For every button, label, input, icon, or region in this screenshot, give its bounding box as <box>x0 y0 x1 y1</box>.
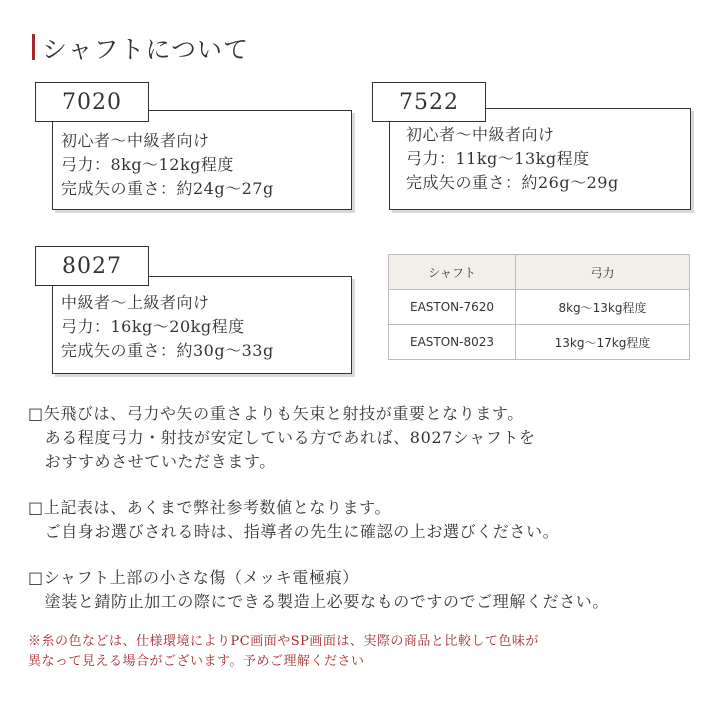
note-line: ご自身お選びされる時は、指導者の先生に確認の上お選びください。 <box>28 522 560 541</box>
card-line: 完成矢の重さ：約24g〜27g <box>61 179 274 198</box>
table-header-row <box>389 255 690 290</box>
model-tag-7020: 7020 <box>35 82 149 122</box>
note-line: ある程度弓力・射技が安定している方であれば、8027シャフトを <box>28 428 536 447</box>
table-row <box>389 290 690 325</box>
card-line: 弓力：11kg〜13kg程度 <box>406 149 590 168</box>
card-line: 中級者〜上級者向け <box>61 293 210 312</box>
table-header-shaft: シャフト <box>389 255 516 290</box>
footnote-line: 異なって見える場合がございます。予めご理解ください <box>28 654 365 669</box>
model-tag-8027: 8027 <box>35 246 149 286</box>
note-block-3 <box>28 566 609 614</box>
note-block-2 <box>28 496 559 544</box>
note-line: □矢飛びは、弓力や矢の重さよりも矢束と射技が重要となります。 <box>28 404 524 423</box>
table-cell-shaft: EASTON-8023 <box>389 325 516 360</box>
card-line: 初心者〜中級者向け <box>61 131 210 150</box>
note-line: 塗装と錆防止加工の際にできる製造上必要なものですのでご理解ください。 <box>28 592 610 611</box>
color-disclaimer <box>28 632 539 672</box>
shaft-card-8027 <box>52 276 352 374</box>
card-line: 弓力：16kg〜20kg程度 <box>61 317 245 336</box>
card-line: 完成矢の重さ：約26g〜29g <box>406 173 619 192</box>
shaft-card-7020 <box>52 110 352 210</box>
note-block-1 <box>28 402 536 474</box>
page-title: シャフトについて <box>42 35 250 64</box>
note-line: おすすめさせていただきます。 <box>28 452 276 471</box>
card-line: 完成矢の重さ：約30g〜33g <box>61 341 274 360</box>
table-row <box>389 325 690 360</box>
shaft-card-7522 <box>389 108 691 210</box>
card-line: 初心者〜中級者向け <box>406 125 555 144</box>
footnote-line: ※糸の色などは、仕様環境によりPC画面やSP画面は、実際の商品と比較して色味が <box>28 634 539 649</box>
shaft-spec-table <box>388 254 690 360</box>
table-cell-shaft: EASTON-7620 <box>389 290 516 325</box>
card-line: 弓力：8kg〜12kg程度 <box>61 155 234 174</box>
table-header-draw-weight: 弓力 <box>516 255 690 290</box>
note-line: □上記表は、あくまで弊社参考数値となります。 <box>28 498 392 517</box>
model-tag-7522: 7522 <box>372 82 486 122</box>
table-cell-draw-weight: 8kg〜13kg程度 <box>516 290 690 325</box>
table-cell-draw-weight: 13kg〜17kg程度 <box>516 325 690 360</box>
title-accent-bar <box>32 34 35 60</box>
note-line: □シャフト上部の小さな傷（メッキ電極痕） <box>28 568 359 587</box>
